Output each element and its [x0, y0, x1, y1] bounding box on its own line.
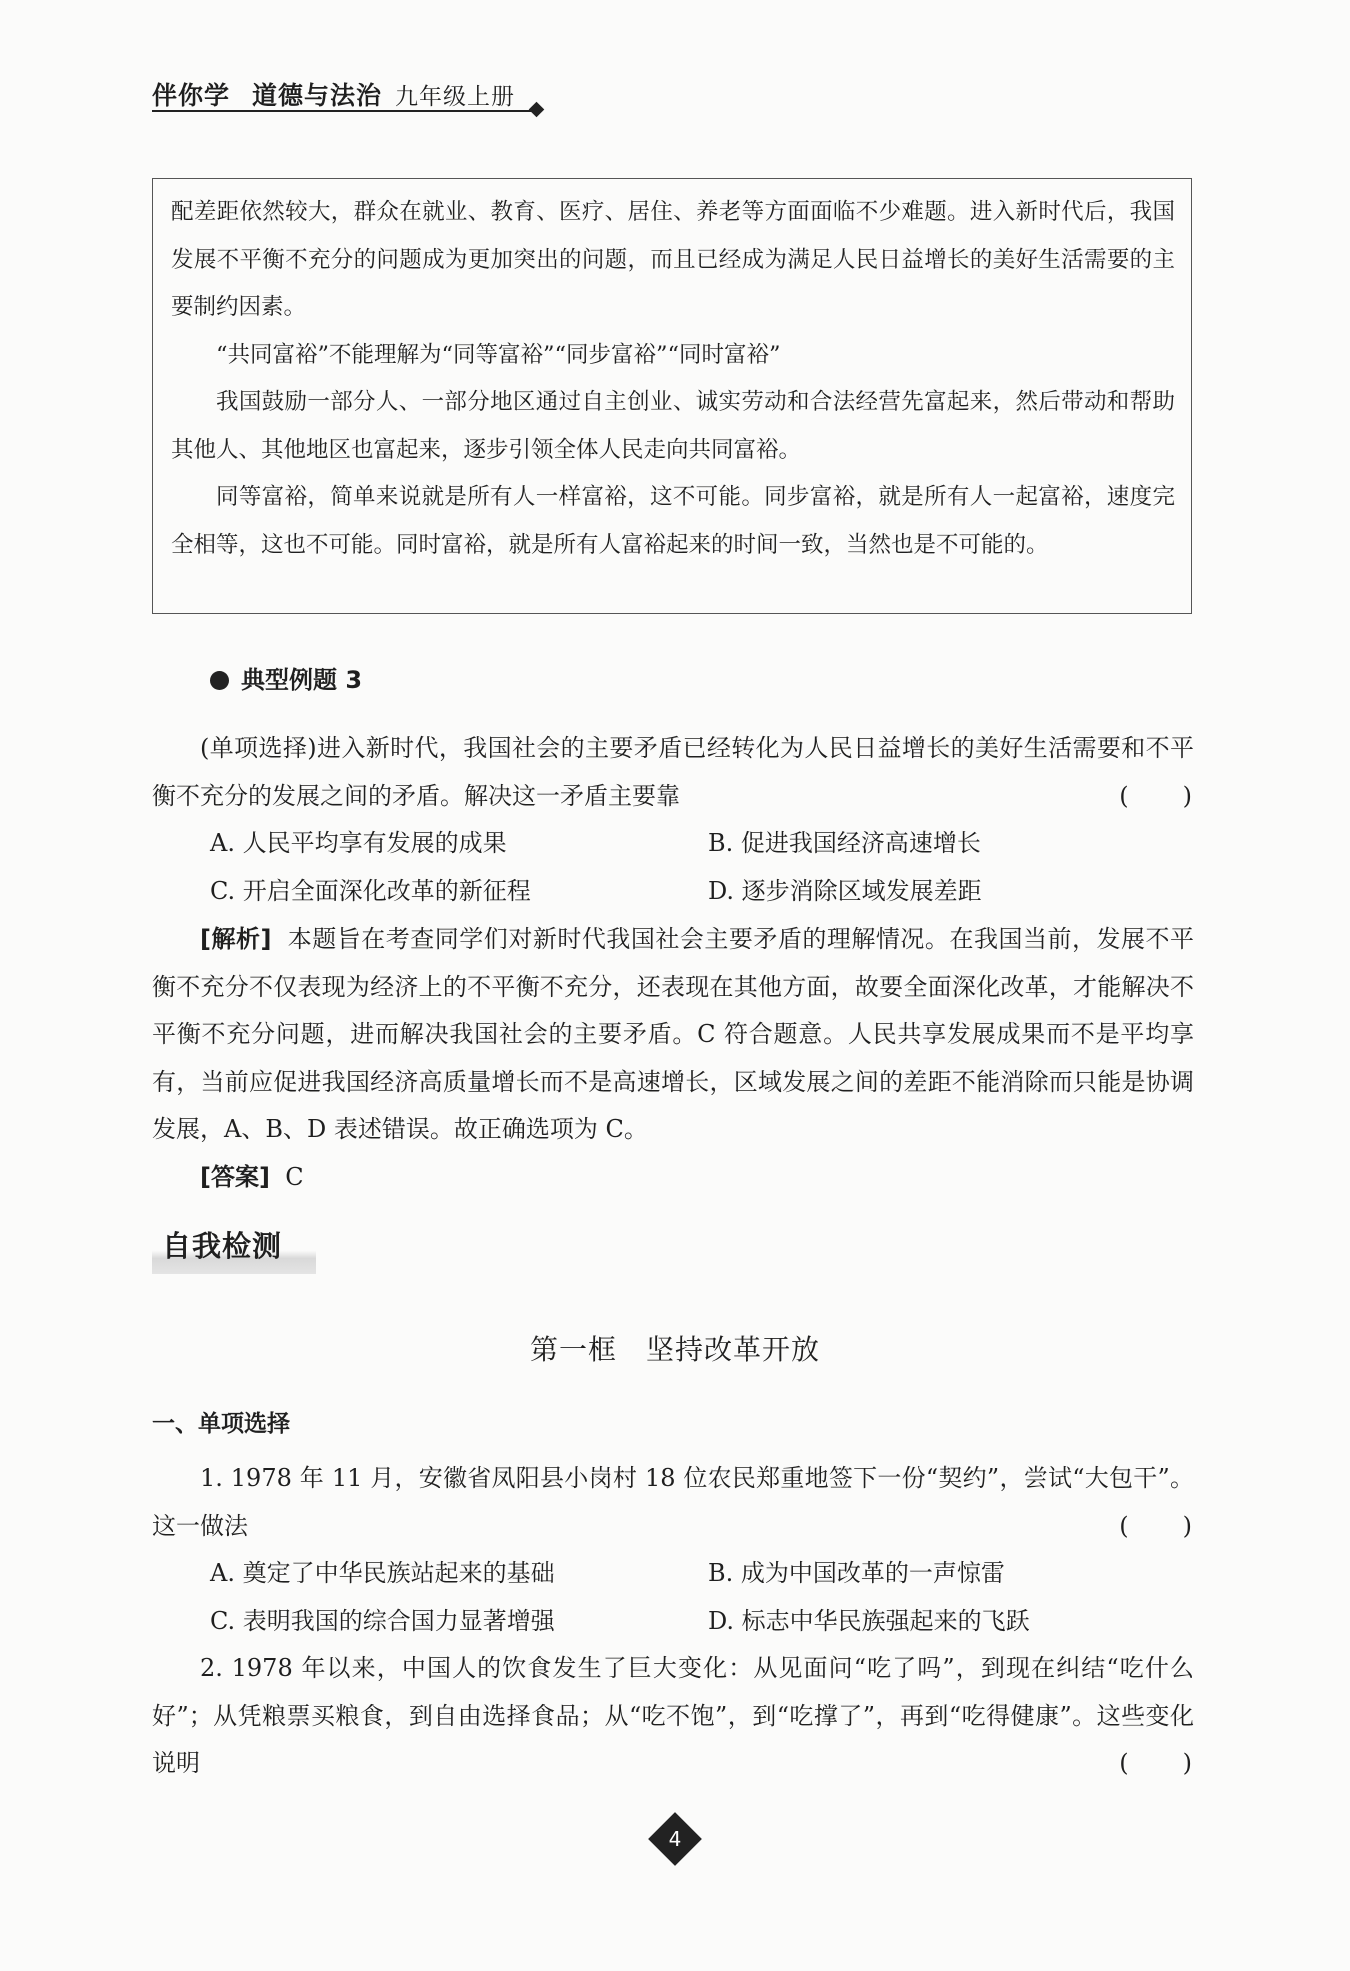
- question-2: 2. 1978 年以来，中国人的饮食发生了巨大变化：从见面问“吃了吗”，到现在纠结“吃什么好”；从凭粮票买粮食，到自由选择食品；从“吃不饱”，到“吃撑了”，再到“吃得健康”。这些变化说明 ( ): [152, 1645, 1194, 1788]
- self-test-heading: 自我检测: [162, 1229, 283, 1263]
- option-a: A. 人民平均享有发展的成果: [210, 829, 507, 857]
- subject-title: 道德与法治: [252, 81, 383, 110]
- bullet-icon: [210, 671, 229, 690]
- knowledge-box: [152, 178, 1192, 614]
- box-paragraph-4: 同等富裕，简单来说就是所有人一样富裕，这不可能。同步富裕，就是所有人一起富裕，速度完全相等，这也不可能。同时富裕，就是所有人富裕起来的时间一致，当然也是不可能的。: [171, 484, 1175, 558]
- q1-option-c: C. 表明我国的综合国力显著增强: [210, 1606, 555, 1635]
- self-test-banner: [152, 1222, 316, 1274]
- q1-option-b: B. 成为中国改革的一声惊雷: [708, 1559, 1005, 1587]
- box-paragraph-1: 配差距依然较大，群众在就业、教育、医疗、居住、养老等方面面临不少难题。进入新时代后，我国发展不平衡不充分的问题成为更加突出的问题，而且已经成为满足人民日益增长的美好生活需要的主要制约因素。: [171, 199, 1175, 320]
- option-c: C. 开启全面深化改革的新征程: [210, 876, 531, 905]
- analysis-text: [解析] 本题旨在考查同学们对新时代我国社会主要矛盾的理解情况。在我国当前，发展不平衡不充分不仅表现为经济上的不平衡不充分，还表现在其他方面，故要全面深化改革，才能解决不平衡不充分问题，进而解决我国社会的主要矛盾。C 符合题意。人民共享发展成果而不是平均享有，当前应促进我国经济高质量增长而不是高速增长，区域发展之间的差距不能消除而只能是协调发展，A、B、D 表述错误。故正确选项为 C。: [152, 925, 1195, 1143]
- answer-tag: [答案]: [200, 1162, 270, 1191]
- box-paragraph-2: “共同富裕”不能理解为“同等富裕”“同步富裕”“同时富裕”: [216, 341, 781, 368]
- options-row-1: [152, 820, 1194, 868]
- box-paragraph-3: 我国鼓励一部分人、一部分地区通过自主创业、诚实劳动和合法经营先富起来，然后带动和帮助其他人、其他地区也富起来，逐步引领全体人民走向共同富裕。: [171, 389, 1175, 463]
- example-question: [152, 725, 1194, 915]
- section-title: 第一框 坚持改革开放: [529, 1333, 820, 1366]
- analysis-block: [152, 916, 1194, 1201]
- q1-options-row-2: [152, 1598, 1194, 1646]
- options-row-2: [152, 868, 1194, 916]
- question-1: 1. 1978 年 11 月，安徽省凤阳县小岗村 18 位农民郑重地签下一份“契约”，尝试“大包干”。这一做法 ( ): [152, 1455, 1194, 1550]
- series-title: 伴你学: [152, 81, 231, 110]
- running-header: [152, 74, 562, 118]
- answer-paren: ( ): [1119, 1511, 1194, 1540]
- grade-label: 九年级上册: [395, 84, 515, 110]
- answer-value: C: [285, 1162, 304, 1191]
- q1-options-row-1: [152, 1550, 1194, 1598]
- diamond-icon: [529, 102, 545, 118]
- answer-paren: ( ): [1119, 1749, 1194, 1777]
- q1-option-d: D. 标志中华民族强起来的飞跃: [708, 1606, 1030, 1635]
- page-number: 4: [668, 1827, 682, 1851]
- answer-line: [152, 1154, 1194, 1202]
- option-d: D. 逐步消除区域发展差距: [708, 876, 982, 905]
- example-heading: [210, 660, 362, 695]
- option-b: B. 促进我国经济高速增长: [708, 829, 981, 857]
- part-title: 一、单项选择: [152, 1411, 290, 1437]
- question-list: [152, 1455, 1194, 1788]
- q1-option-a: A. 奠定了中华民族站起来的基础: [210, 1559, 555, 1587]
- header-rule: [152, 110, 536, 112]
- example-question-text: (单项选择)进入新时代，我国社会的主要矛盾已经转化为人民日益增长的美好生活需要和不平衡不充分的发展之间的矛盾。解决这一矛盾主要靠 ( ): [152, 725, 1194, 820]
- analysis-tag: [解析]: [200, 925, 272, 953]
- answer-paren: ( ): [1119, 781, 1194, 810]
- example-heading-text: 典型例题 3: [241, 666, 363, 694]
